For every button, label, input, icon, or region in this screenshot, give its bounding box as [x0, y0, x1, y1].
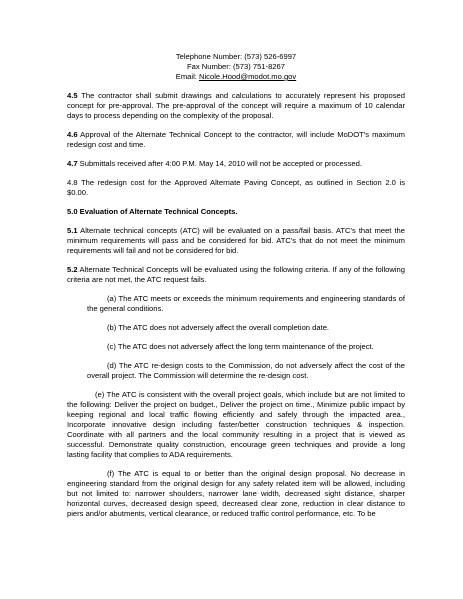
criterion-a: (a) The ATC meets or exceeds the minimum requirements and engineering standards of the general conditions.	[87, 294, 405, 313]
section-5-1	[67, 226, 405, 256]
email-line	[67, 72, 405, 82]
section-4-6-number: 4.6	[67, 130, 78, 139]
email-label: Email:	[175, 72, 199, 81]
criterion-d: (d) The ATC re-design costs to the Commission, do not adversely affect the cost of the overall project. The Commission will determine the re-design cost.	[87, 361, 405, 380]
section-5-0-heading: 5.0 Evaluation of Alternate Technical Concepts.	[67, 207, 238, 216]
section-4-6-text: Approval of the Alternate Technical Concept to the contractor, will include MoDOT's maximum redesign cost and time.	[67, 130, 405, 149]
email-link[interactable]: Nicole.Hood@modot.mo.gov	[199, 72, 297, 81]
section-4-7-text: Submittals received after 4:00 P.M. May 14, 2010 will not be accepted or processed.	[77, 159, 362, 168]
section-5-2-number: 5.2	[67, 265, 78, 274]
contact-block	[67, 52, 405, 82]
section-5-1-text: Alternate technical concepts (ATC) will be evaluated on a pass/fail basis. ATC's that meet the minimum requirements will pass and be considered for bid. ATC's that do not meet the minimum requirements will fail and not be considered for bid.	[67, 226, 405, 255]
section-4-5	[67, 91, 405, 121]
section-5-2-text: Alternate Technical Concepts will be evaluated using the following criteria. If any of the following criteria are not met, the ATC request fails.	[67, 265, 405, 284]
section-4-7	[67, 159, 405, 169]
criterion-c: (c) The ATC does not adversely affect the long term maintenance of the project.	[107, 342, 374, 351]
telephone-number: Telephone Number: (573) 526-6997	[175, 52, 297, 61]
section-4-5-number: 4.5	[67, 91, 78, 100]
criterion-b: (b) The ATC does not adversely affect the overall completion date.	[107, 323, 330, 332]
section-4-8: 4.8 The redesign cost for the Approved Alternate Paving Concept, as outlined in Section 2.0 is $0.00.	[67, 178, 405, 197]
section-5-2	[67, 265, 405, 285]
fax-number: Fax Number: (573) 751-8267	[187, 62, 285, 71]
criterion-e: (e) The ATC is consistent with the overall project goals, which include but are not limited to the following: Deliver the project on budget., Deliver the project on time., Minimize public impact by keeping regional and local traffic flowing efficiently and safely through the impacted area., Incorporate innovative design including faster/better construction techniques & inspection. Coordinate with all partners and the local community resulting in a project that is viewed as successful. Demonstrate quality construction, encourage green techniques and provide a long lasting facility that complies to ADA requirements.	[67, 390, 405, 459]
section-5-1-number: 5.1	[67, 226, 78, 235]
section-4-7-number: 4.7	[67, 159, 78, 168]
section-4-5-text: The contractor shall submit drawings and calculations to accurately represent his proposed concept for pre-approval. The pre-approval of the concept will require a maximum of 10 calendar days to process depending on the complexity of the proposal.	[67, 91, 405, 120]
section-4-6	[67, 130, 405, 150]
criterion-f: (f) The ATC is equal to or better than the original design proposal. No decrease in engineering standard from the original design for any safety related item will be allowed, including but not limited to: narrower shoulders, narrower lane width, decreased sight distance, sharper horizontal curves, decreased design speed, decreased clear zone, reduction in clear distance to piers and/or abutments, vertical clearance, or reduced traffic control performance, etc. To be	[67, 469, 405, 518]
